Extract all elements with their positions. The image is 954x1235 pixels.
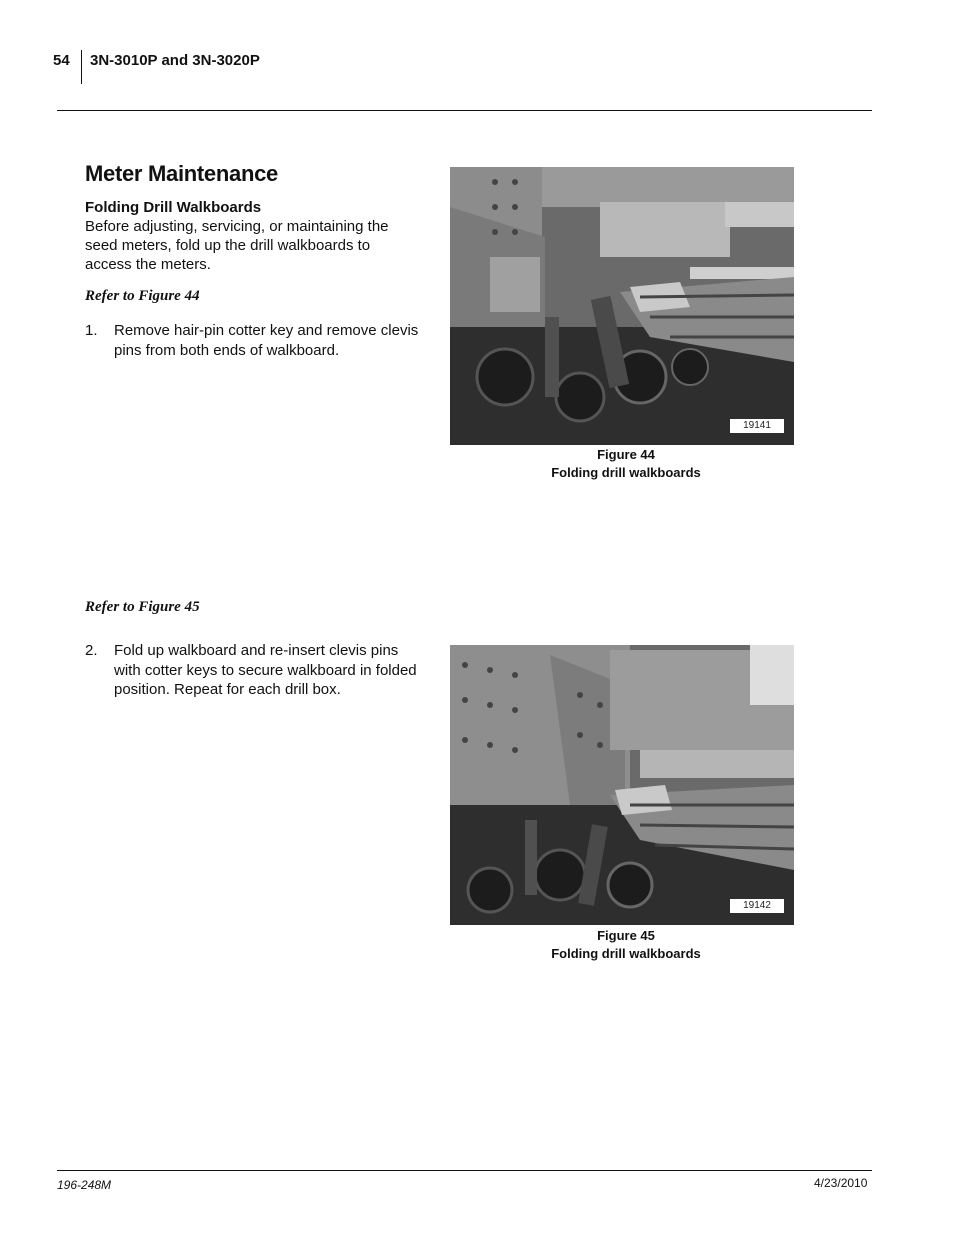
figure-45-label: Figure 45 bbox=[597, 928, 655, 943]
figure-44-photo-id: 19141 bbox=[730, 419, 784, 433]
header-divider bbox=[81, 50, 82, 84]
figure-45-illustration bbox=[450, 645, 794, 925]
section-title: Meter Maintenance bbox=[85, 161, 278, 186]
figure-44-illustration bbox=[450, 167, 794, 445]
refer-figure-45: Refer to Figure 45 bbox=[85, 599, 200, 615]
page-number: 54 bbox=[53, 52, 70, 69]
header-rule bbox=[57, 110, 872, 111]
figure-45-photo-id: 19142 bbox=[730, 899, 784, 913]
document-title: 3N-3010P and 3N-3020P bbox=[90, 52, 260, 69]
step-2-text: Fold up walkboard and re-insert clevis pins with cotter keys to secure walkboard in folded position. Repeat for each drill box. bbox=[114, 642, 417, 698]
figure-45-caption-text: Folding drill walkboards bbox=[551, 946, 701, 961]
figure-44-label: Figure 44 bbox=[597, 447, 655, 462]
step-1-number: 1. bbox=[85, 322, 98, 339]
step-2-number: 2. bbox=[85, 642, 98, 659]
step-1 bbox=[85, 321, 425, 360]
refer-figure-44: Refer to Figure 44 bbox=[85, 288, 200, 304]
figure-44-caption-text: Folding drill walkboards bbox=[551, 465, 701, 480]
revision-date: 4/23/2010 bbox=[814, 1176, 868, 1190]
figure-45-photo bbox=[450, 645, 794, 925]
step-2 bbox=[85, 641, 425, 700]
figure-45-caption bbox=[450, 927, 802, 963]
step-1-text: Remove hair-pin cotter key and remove clevis pins from both ends of walkboard. bbox=[114, 322, 419, 359]
footer-rule bbox=[57, 1170, 872, 1171]
subsection-title: Folding Drill Walkboards bbox=[85, 199, 262, 216]
document-number: 196-248M bbox=[57, 1178, 112, 1192]
intro-paragraph: Before adjusting, servicing, or maintaining the seed meters, fold up the drill walkboards to access the meters. bbox=[85, 218, 389, 273]
figure-44-photo bbox=[450, 167, 794, 445]
figure-44-caption bbox=[450, 446, 802, 482]
